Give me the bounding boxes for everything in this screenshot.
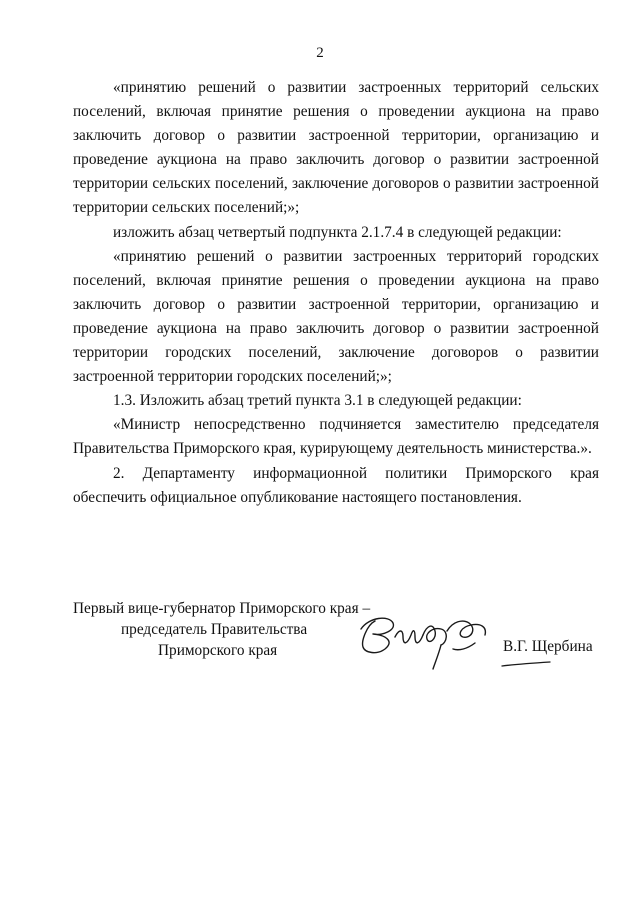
signer-position-line-1: Первый вице-губернатор Приморского края – [73,600,371,617]
signature-underline [500,660,552,670]
paragraph-item-2: 2. Департаменту информационной политики Приморского края обеспечить официальное опубликование настоящего постановления. [73,464,599,506]
signer-name: В.Г. Щербина [503,638,593,655]
page-number: 2 [316,45,324,61]
signature-block [0,598,640,698]
signer-position-line-3: Приморского края [158,642,278,659]
signer-position-line-2: председатель Правительства [121,621,308,638]
paragraph-quote-rural: «принятию решений о развитии застроенных территорий сельских поселений, включая принятие решения о проведении аукциона на право заключить договор о развитии застроенной территории, организацию и проведение аукциона на право заключить договор о развитии застроенной территории сельских поселений, заключение договоров о развитии застроенной территории сельских поселений;»; [73,79,599,217]
paragraph-quote-minister: «Министр непосредственно подчиняется заместителю председателя Правительства Приморского края, курирующему деятельность министерства.». [73,416,599,458]
handwritten-signature [355,603,500,673]
document-body [73,76,599,510]
paragraph-quote-urban: «принятию решений о развитии застроенных территорий городских поселений, включая принятие решения о проведении аукциона на право заключить договор о развитии застроенной территории, организацию и проведение аукциона на право заключить договор о развитии застроенной территории городских поселений, заключение договоров о развитии застроенной территории городских поселений;»; [73,247,599,386]
paragraph-amend-instruction: изложить абзац четвертый подпункта 2.1.7.4 в следующей редакции: [113,223,562,241]
paragraph-item-1-3: 1.3. Изложить абзац третий пункта 3.1 в следующей редакции: [113,392,522,410]
